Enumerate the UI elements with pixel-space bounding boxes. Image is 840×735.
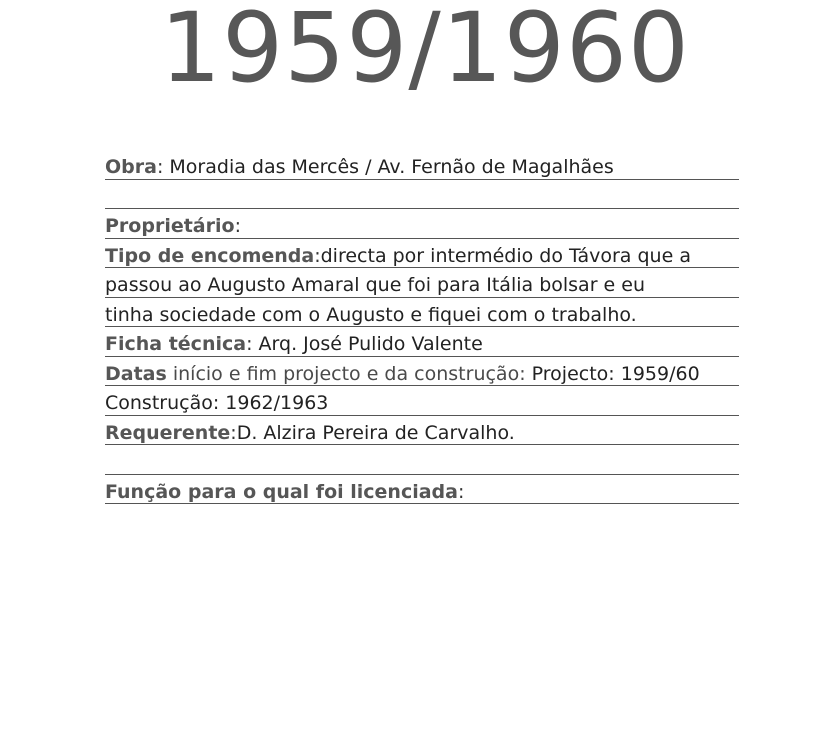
- record-form: [105, 150, 739, 504]
- tipo-encomenda-value-line1: directa por intermédio do Távora que a: [320, 244, 691, 267]
- row-obra: Obra: Moradia das Mercês / Av. Fernão de Magalhães: [105, 150, 739, 180]
- row-blank-1: [105, 180, 739, 210]
- obra-value: Moradia das Mercês / Av. Fernão de Magalhães: [169, 156, 614, 178]
- datas-value-construcao: Construção: 1962/1963: [105, 392, 329, 414]
- datas-label: Datas: [105, 362, 167, 385]
- proprietario-label: Proprietário: [105, 215, 235, 237]
- datas-value-projecto: Projecto: 1959/60: [531, 362, 700, 385]
- row-blank-2: [105, 445, 739, 475]
- row-tipo-encomenda: Tipo de encomenda:directa por intermédio do Távora que a: [105, 239, 739, 269]
- row-ficha-tecnica: Ficha técnica: Arq. José Pulido Valente: [105, 327, 739, 357]
- row-funcao: Função para o qual foi licenciada:: [105, 475, 739, 505]
- ficha-tecnica-label: Ficha técnica: [105, 333, 247, 355]
- datas-label-rest: início e fim projecto e da construção:: [172, 362, 526, 385]
- row-datas: [105, 357, 739, 387]
- ficha-tecnica-value: Arq. José Pulido Valente: [258, 333, 483, 355]
- funcao-label: Função para o qual foi licenciada: [105, 480, 458, 503]
- page-title: 1959/1960: [160, 0, 690, 104]
- tipo-encomenda-value-line3: tinha sociedade com o Augusto e fiquei com o trabalho.: [105, 303, 637, 326]
- row-tipo-encomenda-cont-1: [105, 268, 739, 298]
- row-datas-cont: [105, 386, 739, 416]
- requerente-value: D. Alzira Pereira de Carvalho.: [236, 421, 515, 444]
- tipo-encomenda-value-line2: passou ao Augusto Amaral que foi para Itália bolsar e eu: [105, 274, 646, 296]
- obra-label: Obra: [105, 156, 157, 178]
- row-tipo-encomenda-cont-2: [105, 298, 739, 328]
- row-proprietario: Proprietário:: [105, 209, 739, 239]
- requerente-label: Requerente: [105, 421, 231, 444]
- tipo-encomenda-label: Tipo de encomenda: [105, 244, 315, 267]
- row-requerente: Requerente:D. Alzira Pereira de Carvalho.: [105, 416, 739, 446]
